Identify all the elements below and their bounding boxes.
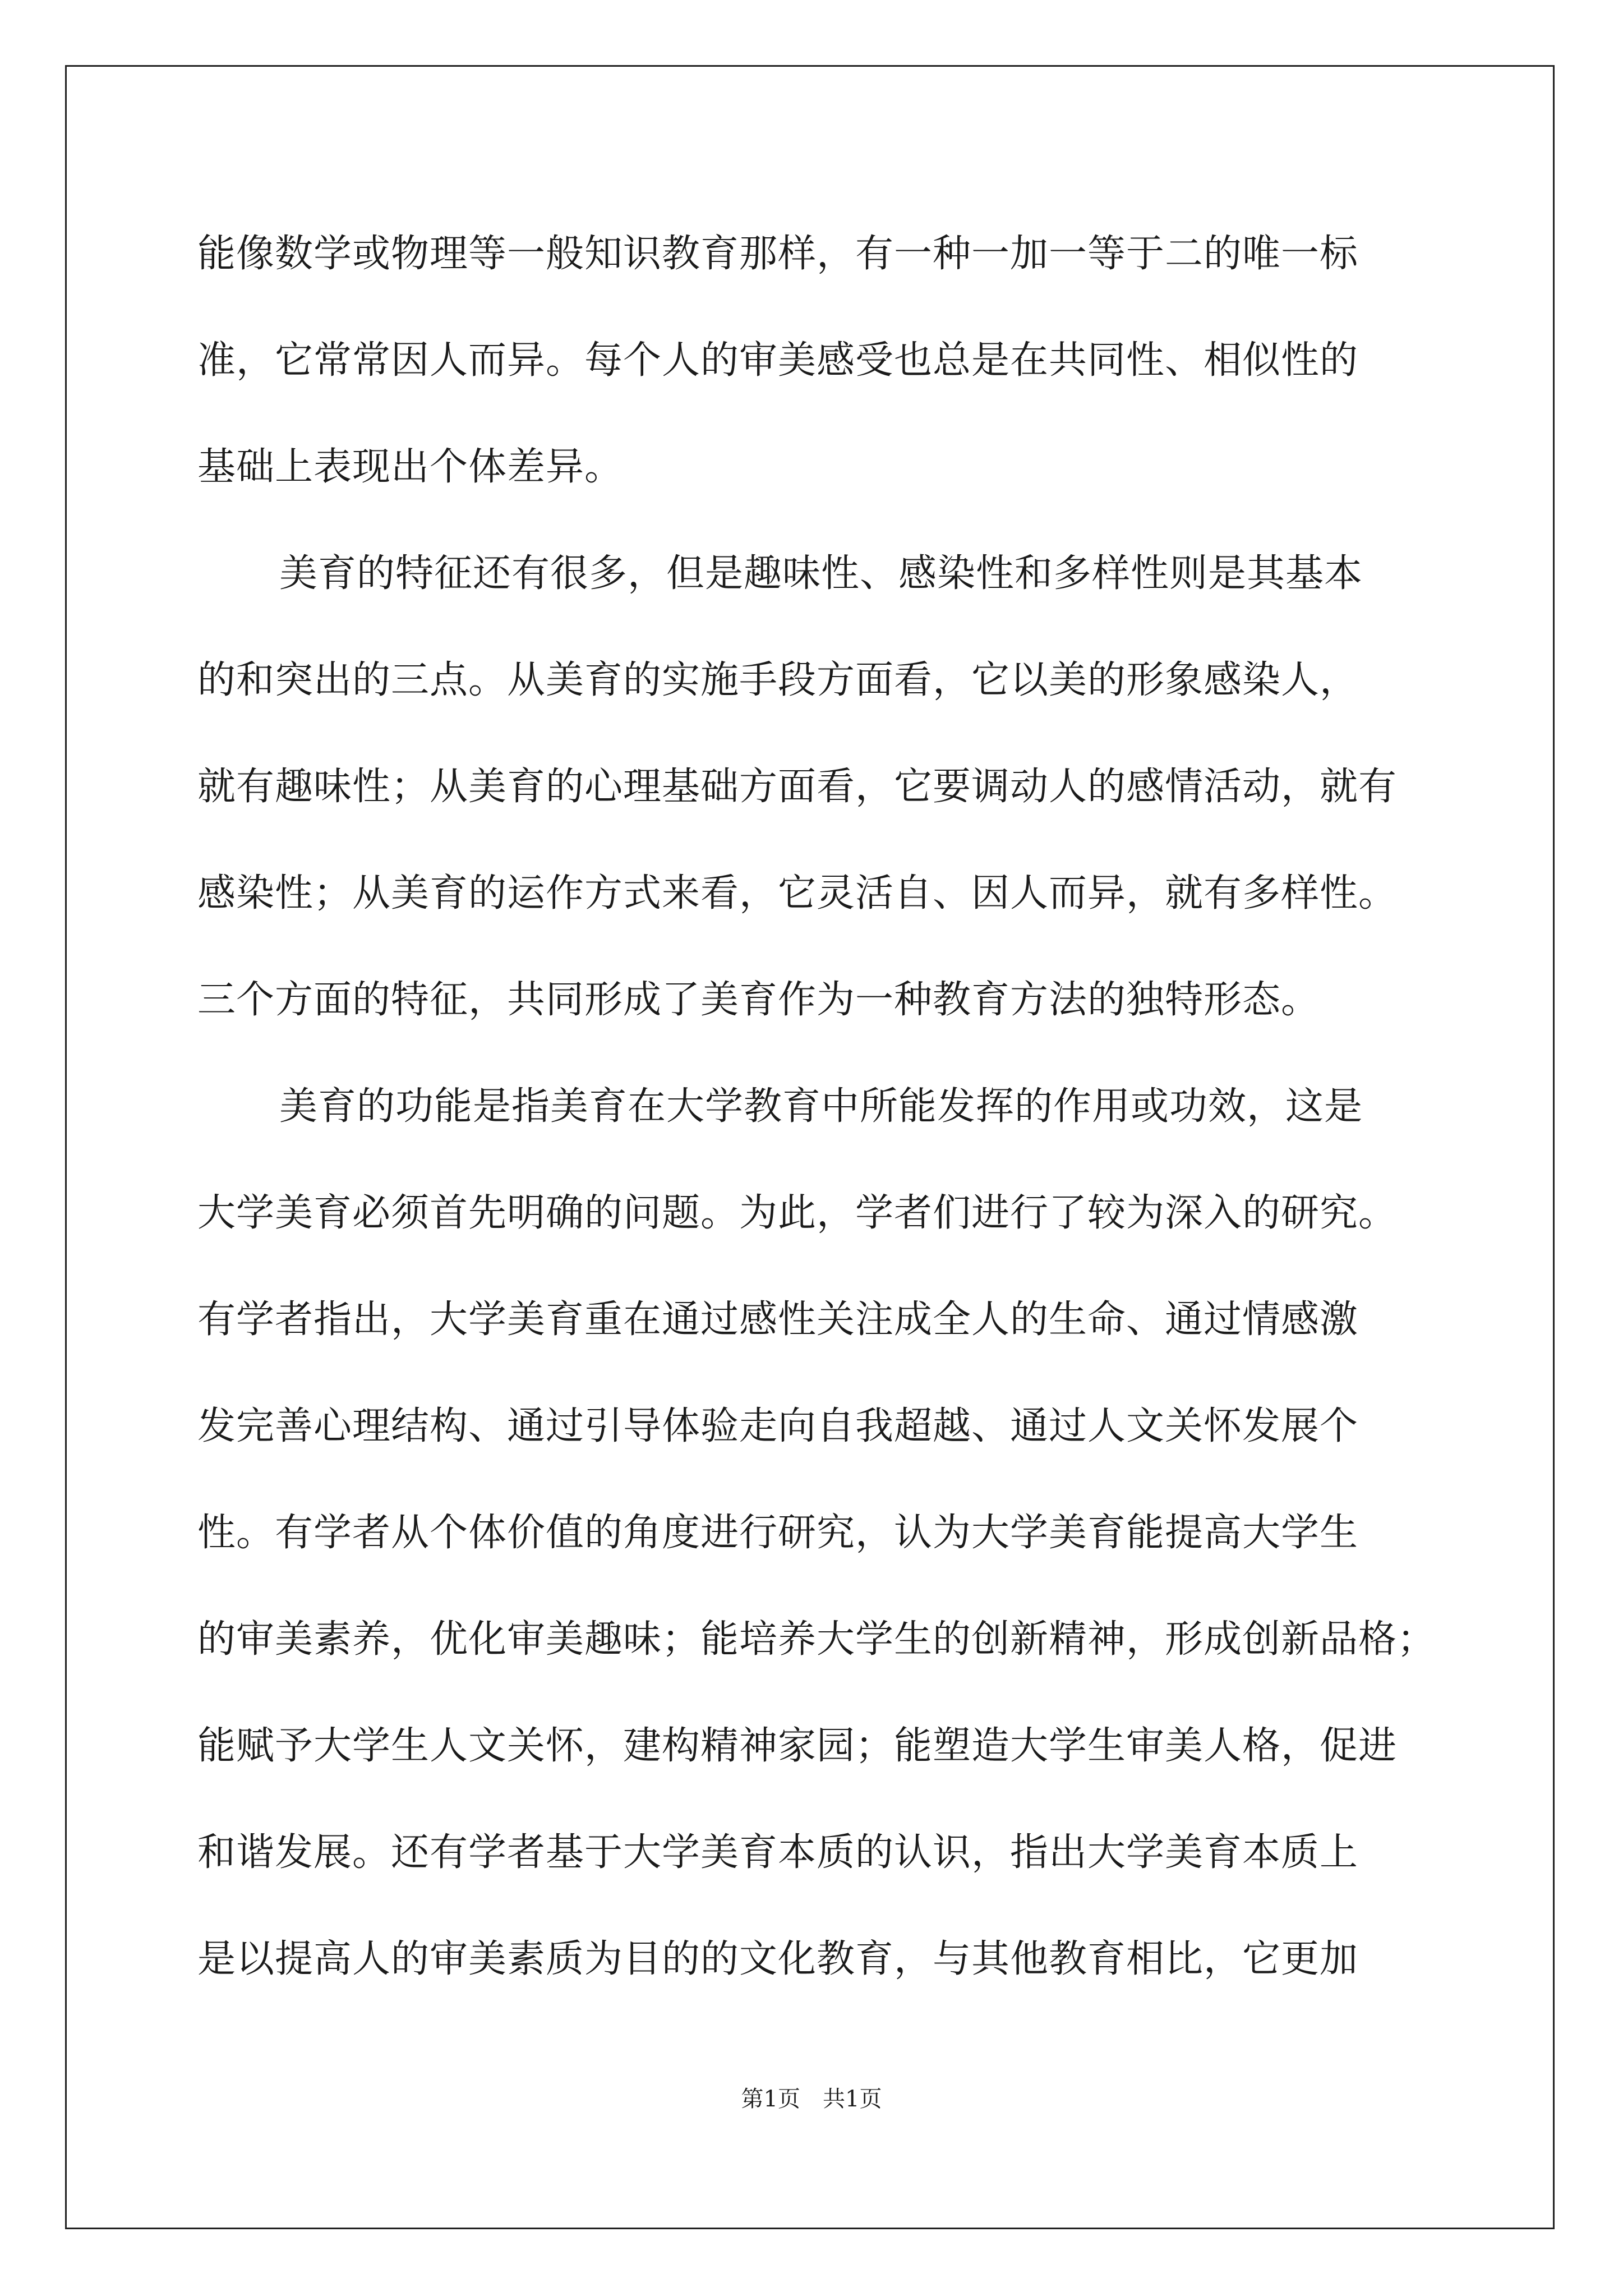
text-line: 就有趣味性；从美育的心理基础方面看，它要调动人的感情活动，就有	[197, 765, 1398, 809]
text-line: 性。有学者从个体价值的角度进行研究，认为大学美育能提高大学生	[197, 1511, 1359, 1555]
paragraph-start-line: 美育的特征还有很多，但是趣味性、感染性和多样性则是其基本	[279, 551, 1363, 596]
text-line: 三个方面的特征，共同形成了美育作为一种教育方法的独特形态。	[197, 978, 1320, 1022]
document-body	[197, 201, 1436, 2013]
page-number: 第1页	[741, 2086, 800, 2112]
text-line: 有学者指出，大学美育重在通过感性关注成全人的生命、通过情感激	[197, 1297, 1359, 1342]
text-line: 能像数学或物理等一般知识教育那样，有一种一加一等于二的唯一标	[197, 232, 1359, 276]
text-line: 是以提高人的审美素质为目的的文化教育，与其他教育相比，它更加	[197, 1937, 1359, 1981]
text-line: 基础上表现出个体差异。	[197, 445, 624, 489]
text-line: 能赋予大学生人文关怀，建构精神家园；能塑造大学生审美人格，促进	[197, 1724, 1398, 1768]
text-line: 和谐发展。还有学者基于大学美育本质的认识，指出大学美育本质上	[197, 1830, 1359, 1875]
text-line: 的和突出的三点。从美育的实施手段方面看，它以美的形象感染人，	[197, 658, 1359, 702]
page-total: 共1页	[823, 2086, 882, 2112]
text-line: 大学美育必须首先明确的问题。为此，学者们进行了较为深入的研究。	[197, 1191, 1398, 1235]
paragraph-start-line: 美育的功能是指美育在大学教育中所能发挥的作用或功效，这是	[279, 1084, 1363, 1129]
text-line: 发完善心理结构、通过引导体验走向自我超越、通过人文关怀发展个	[197, 1404, 1359, 1448]
text-line: 的审美素养，优化审美趣味；能培养大学生的创新精神，形成创新品格；	[197, 1617, 1436, 1662]
text-line: 感染性；从美育的运作方式来看，它灵活自、因人而异，就有多样性。	[197, 871, 1398, 915]
text-line: 准，它常常因人而异。每个人的审美感受也总是在共同性、相似性的	[197, 338, 1359, 383]
page-footer	[0, 2081, 1623, 2113]
